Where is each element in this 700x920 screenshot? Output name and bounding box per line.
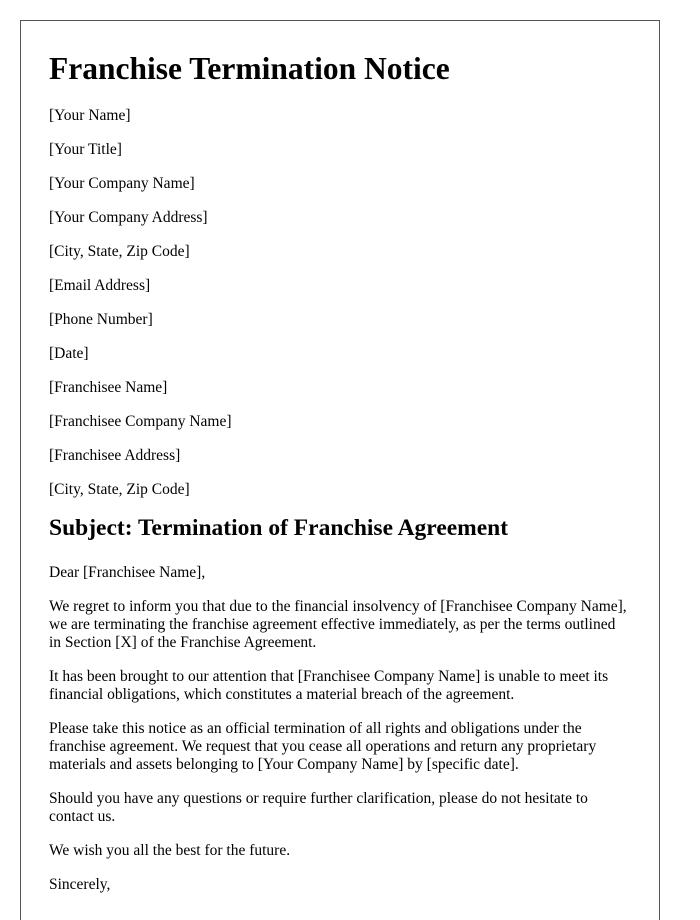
body-paragraph: We wish you all the best for the future. — [49, 842, 291, 859]
sender-address: [Your Company Address] — [49, 209, 208, 226]
letter-page — [20, 20, 660, 920]
sender-phone: [Phone Number] — [49, 311, 153, 328]
salutation: Dear [Franchisee Name], — [49, 564, 206, 581]
closing: Sincerely, — [49, 876, 111, 893]
body-paragraph: Please take this notice as an official termination of all rights and obligations under the franchise agreement. We request that you cease all operations and return any proprietary materials and assets belonging to [Your Company Name] by [specific date]. — [49, 720, 597, 773]
sender-company: [Your Company Name] — [49, 175, 195, 192]
document-title: Franchise Termination Notice — [49, 51, 450, 86]
subject-heading: Subject: Termination of Franchise Agreement — [49, 515, 509, 541]
body-paragraph: We regret to inform you that due to the financial insolvency of [Franchisee Company Name], we are terminating the franchise agreement effective immediately, as per the terms outlined in Section [X] of the Franchise Agreement. — [49, 598, 627, 651]
letter-date: [Date] — [49, 345, 89, 362]
body-paragraph: It has been brought to our attention that [Franchisee Company Name] is unable to meet its financial obligations, which constitutes a material breach of the agreement. — [49, 668, 609, 703]
recipient-address: [Franchisee Address] — [49, 447, 181, 464]
recipient-name: [Franchisee Name] — [49, 379, 168, 396]
recipient-company: [Franchisee Company Name] — [49, 413, 232, 430]
address-block — [49, 107, 631, 499]
letter-body — [49, 564, 631, 894]
sender-email: [Email Address] — [49, 277, 151, 294]
recipient-city-state-zip: [City, State, Zip Code] — [49, 481, 190, 498]
body-paragraph: Should you have any questions or require further clarification, please do not hesitate to contact us. — [49, 790, 588, 825]
sender-name: [Your Name] — [49, 107, 131, 124]
sender-title: [Your Title] — [49, 141, 122, 158]
sender-city-state-zip: [City, State, Zip Code] — [49, 243, 190, 260]
